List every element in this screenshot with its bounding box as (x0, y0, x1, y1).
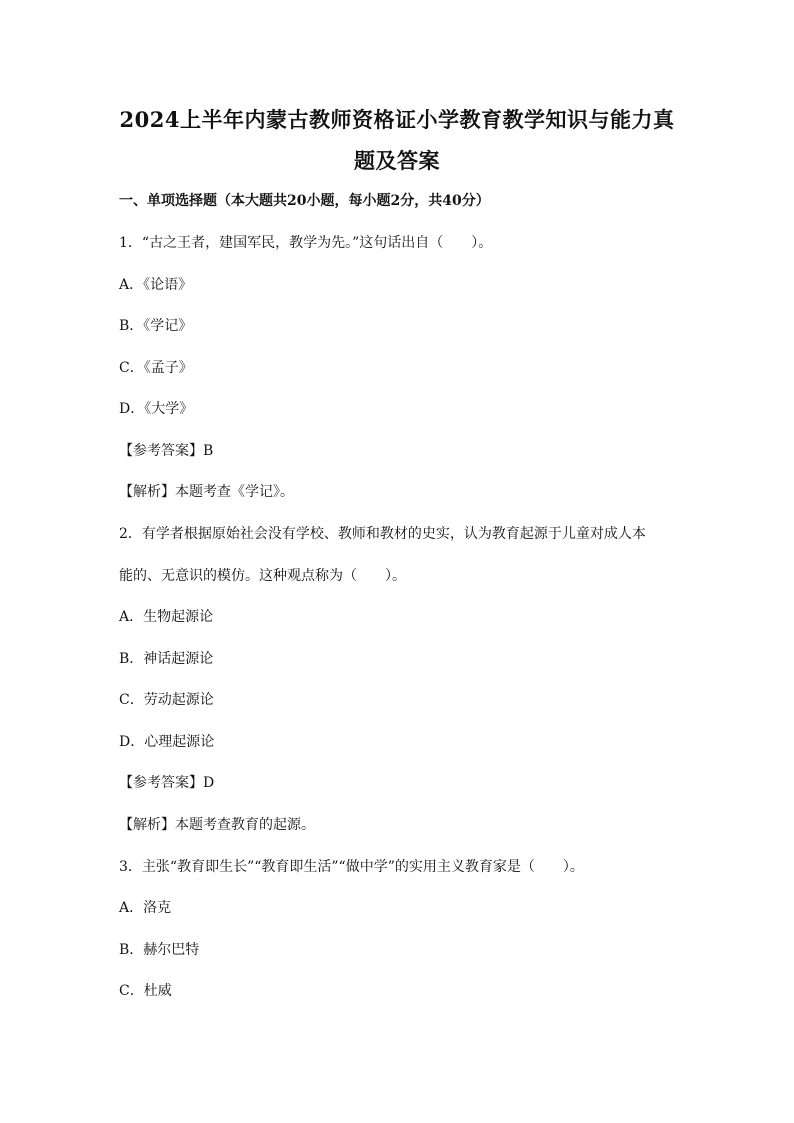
section-heading: 一、单项选择题（本大题共20小题，每小题2分，共40分） (119, 193, 490, 209)
question-3-stem: 3．主张“教育即生长”“教育即生活”“做中学”的实用主义教育家是（ ）。 (119, 859, 584, 875)
question-1-stem: 1．“古之王者，建国军民，教学为先。”这句话出自（ ）。 (119, 235, 493, 251)
question-2-stem-line-2: 能的、无意识的模仿。这种观点称为（ ）。 (119, 568, 406, 584)
question-2-option-c: C．劳动起源论 (119, 692, 214, 708)
question-1-option-d: D．《大学》 (119, 401, 194, 417)
document-title-line-1: 2024上半年内蒙古教师资格证小学教育教学知识与能力真 (119, 107, 675, 132)
question-2-analysis: 【解析】本题考查教育的起源。 (119, 817, 315, 833)
question-2-option-a: A．生物起源论 (119, 609, 214, 625)
question-3-option-c: C．杜威 (119, 983, 172, 999)
question-3-option-b: B．赫尔巴特 (119, 942, 200, 958)
question-1-option-c: C．《孟子》 (119, 360, 193, 376)
question-2-option-b: B．神话起源论 (119, 651, 214, 667)
question-2-answer: 【参考答案】D (119, 775, 215, 791)
question-2-stem-line-1: 2．有学者根据原始社会没有学校、教师和教材的史实，认为教育起源于儿童对成人本 (119, 526, 646, 542)
question-1-option-a: A．《论语》 (119, 277, 193, 293)
question-3-option-a: A．洛克 (119, 900, 172, 916)
question-1-analysis: 【解析】本题考查《学记》。 (119, 484, 294, 500)
question-1-answer: 【参考答案】B (119, 443, 214, 459)
question-2-option-d: D．心理起源论 (119, 734, 215, 750)
document-title-line-2: 题及答案 (354, 148, 440, 173)
question-1-option-b: B．《学记》 (119, 318, 193, 334)
